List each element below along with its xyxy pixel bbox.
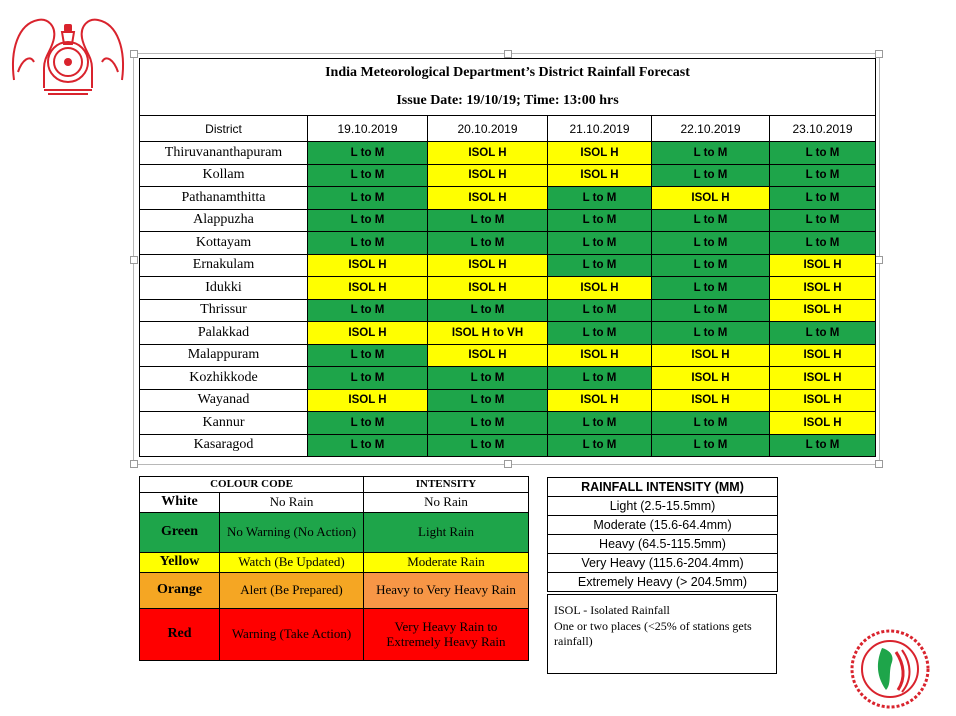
resize-handle[interactable] — [875, 50, 883, 58]
forecast-cell: L to M — [428, 232, 548, 255]
forecast-cell: ISOL H — [548, 142, 652, 165]
table-row — [140, 232, 876, 255]
rainfall-intensity-title: RAINFALL INTENSITY (MM) — [548, 478, 778, 497]
forecast-cell: L to M — [652, 164, 770, 187]
table-row — [140, 434, 876, 457]
forecast-cell: L to M — [770, 142, 876, 165]
colour-meaning: Watch (Be Updated) — [220, 553, 364, 573]
forecast-cell: L to M — [308, 299, 428, 322]
colour-name: Yellow — [140, 553, 220, 573]
forecast-cell: L to M — [770, 322, 876, 345]
table-row — [140, 322, 876, 345]
intensity-row: Very Heavy (115.6-204.4mm) — [548, 554, 778, 573]
forecast-cell: L to M — [652, 299, 770, 322]
resize-handle[interactable] — [875, 256, 883, 264]
forecast-cell: ISOL H — [428, 142, 548, 165]
forecast-cell: ISOL H — [652, 344, 770, 367]
forecast-cell: L to M — [652, 142, 770, 165]
kerala-emblem-logo — [4, 10, 132, 98]
date-header: 21.10.2019 — [548, 116, 652, 142]
forecast-title: India Meteorological Department’s District Rainfall Forecast — [140, 59, 876, 88]
district-rainfall-forecast-table — [139, 58, 876, 457]
forecast-cell: L to M — [548, 187, 652, 210]
forecast-cell: L to M — [428, 389, 548, 412]
forecast-cell: L to M — [652, 412, 770, 435]
table-row — [140, 412, 876, 435]
forecast-cell: L to M — [652, 277, 770, 300]
resize-handle[interactable] — [504, 460, 512, 468]
district-name: Idukki — [140, 277, 308, 300]
forecast-cell: L to M — [548, 322, 652, 345]
colour-code-legend — [139, 476, 529, 661]
forecast-cell: L to M — [652, 209, 770, 232]
district-name: Alappuzha — [140, 209, 308, 232]
forecast-cell: L to M — [308, 142, 428, 165]
forecast-cell: L to M — [770, 232, 876, 255]
colour-name: Green — [140, 513, 220, 553]
table-row — [140, 187, 876, 210]
forecast-cell: L to M — [428, 434, 548, 457]
colour-intensity: No Rain — [364, 493, 529, 513]
forecast-cell: L to M — [308, 232, 428, 255]
colour-meaning: Alert (Be Prepared) — [220, 573, 364, 609]
forecast-cell: ISOL H — [770, 299, 876, 322]
date-header: 20.10.2019 — [428, 116, 548, 142]
forecast-cell: ISOL H — [428, 254, 548, 277]
forecast-cell: ISOL H — [548, 389, 652, 412]
forecast-cell: ISOL H — [652, 187, 770, 210]
forecast-cell: L to M — [548, 209, 652, 232]
forecast-cell: ISOL H — [770, 254, 876, 277]
resize-handle[interactable] — [875, 460, 883, 468]
forecast-cell: L to M — [428, 367, 548, 390]
forecast-cell: L to M — [308, 187, 428, 210]
forecast-cell: L to M — [652, 322, 770, 345]
forecast-cell: ISOL H — [308, 389, 428, 412]
legend-row — [140, 553, 529, 573]
table-row — [140, 164, 876, 187]
resize-handle[interactable] — [130, 50, 138, 58]
forecast-cell: L to M — [770, 434, 876, 457]
district-header: District — [140, 116, 308, 142]
district-name: Malappuram — [140, 344, 308, 367]
forecast-cell: L to M — [548, 412, 652, 435]
forecast-cell: L to M — [770, 187, 876, 210]
forecast-cell: ISOL H — [770, 277, 876, 300]
issue-date: Issue Date: 19/10/19; Time: 13:00 hrs — [140, 87, 876, 116]
colour-meaning: Warning (Take Action) — [220, 609, 364, 661]
forecast-cell: L to M — [548, 434, 652, 457]
district-name: Pathanamthitta — [140, 187, 308, 210]
forecast-cell: ISOL H — [770, 344, 876, 367]
district-name: Kozhikkode — [140, 367, 308, 390]
colour-name: Orange — [140, 573, 220, 609]
colour-meaning: No Rain — [220, 493, 364, 513]
table-row — [140, 389, 876, 412]
ksdma-logo — [846, 628, 934, 710]
date-header: 23.10.2019 — [770, 116, 876, 142]
legend-row — [140, 573, 529, 609]
forecast-cell: ISOL H — [548, 164, 652, 187]
forecast-cell: ISOL H — [548, 344, 652, 367]
district-name: Thiruvananthapuram — [140, 142, 308, 165]
district-name: Kottayam — [140, 232, 308, 255]
forecast-cell: L to M — [548, 232, 652, 255]
forecast-cell: L to M — [652, 254, 770, 277]
forecast-cell: L to M — [548, 299, 652, 322]
forecast-cell: L to M — [308, 164, 428, 187]
table-row — [140, 277, 876, 300]
date-header: 19.10.2019 — [308, 116, 428, 142]
table-row — [140, 254, 876, 277]
legend-row — [140, 493, 529, 513]
resize-handle[interactable] — [504, 50, 512, 58]
forecast-cell: ISOL H — [770, 389, 876, 412]
district-name: Wayanad — [140, 389, 308, 412]
district-name: Kannur — [140, 412, 308, 435]
colour-intensity: Heavy to Very Heavy Rain — [364, 573, 529, 609]
forecast-cell: L to M — [770, 209, 876, 232]
intensity-row: Extremely Heavy (> 204.5mm) — [548, 573, 778, 592]
forecast-cell: ISOL H — [652, 367, 770, 390]
colour-name: Red — [140, 609, 220, 661]
intensity-row: Moderate (15.6-64.4mm) — [548, 516, 778, 535]
district-name: Kasaragod — [140, 434, 308, 457]
forecast-cell: ISOL H — [428, 277, 548, 300]
table-row — [140, 367, 876, 390]
isol-note-line: One or two places (<25% of stations gets rainfall) — [554, 618, 752, 649]
intensity-row: Light (2.5-15.5mm) — [548, 497, 778, 516]
colour-name: White — [140, 493, 220, 513]
forecast-cell: ISOL H — [308, 322, 428, 345]
forecast-cell: ISOL H — [428, 344, 548, 367]
forecast-cell: ISOL H — [428, 187, 548, 210]
forecast-cell: L to M — [652, 434, 770, 457]
forecast-cell: L to M — [428, 209, 548, 232]
date-header: 22.10.2019 — [652, 116, 770, 142]
colour-code-header: COLOUR CODE — [140, 477, 364, 493]
resize-handle[interactable] — [130, 460, 138, 468]
table-row — [140, 299, 876, 322]
forecast-cell: ISOL H — [308, 254, 428, 277]
colour-intensity: Very Heavy Rain to Extremely Heavy Rain — [364, 609, 529, 661]
forecast-cell: L to M — [308, 344, 428, 367]
legend-row — [140, 609, 529, 661]
forecast-cell: L to M — [428, 412, 548, 435]
district-name: Ernakulam — [140, 254, 308, 277]
forecast-cell: L to M — [308, 412, 428, 435]
table-row — [140, 142, 876, 165]
forecast-cell: ISOL H — [652, 389, 770, 412]
forecast-cell: L to M — [308, 209, 428, 232]
forecast-cell: L to M — [428, 299, 548, 322]
table-row — [140, 209, 876, 232]
rainfall-intensity-table — [547, 477, 778, 592]
forecast-cell: L to M — [548, 254, 652, 277]
colour-intensity: Light Rain — [364, 513, 529, 553]
forecast-cell: L to M — [770, 164, 876, 187]
colour-meaning: No Warning (No Action) — [220, 513, 364, 553]
colour-intensity: Moderate Rain — [364, 553, 529, 573]
district-name: Kollam — [140, 164, 308, 187]
isol-note-line: ISOL - Isolated Rainfall — [554, 603, 670, 617]
district-name: Palakkad — [140, 322, 308, 345]
table-row — [140, 344, 876, 367]
forecast-cell: L to M — [308, 434, 428, 457]
forecast-cell: L to M — [308, 367, 428, 390]
forecast-cell: ISOL H — [428, 164, 548, 187]
forecast-cell: ISOL H — [770, 412, 876, 435]
forecast-cell: ISOL H to VH — [428, 322, 548, 345]
isol-definition-note — [547, 594, 777, 674]
table-header-row — [140, 116, 876, 142]
district-name: Thrissur — [140, 299, 308, 322]
forecast-cell: ISOL H — [770, 367, 876, 390]
forecast-cell: ISOL H — [308, 277, 428, 300]
forecast-cell: L to M — [548, 367, 652, 390]
resize-handle[interactable] — [130, 256, 138, 264]
legend-row — [140, 513, 529, 553]
forecast-cell: ISOL H — [548, 277, 652, 300]
intensity-header: INTENSITY — [364, 477, 529, 493]
intensity-row: Heavy (64.5-115.5mm) — [548, 535, 778, 554]
forecast-cell: L to M — [652, 232, 770, 255]
